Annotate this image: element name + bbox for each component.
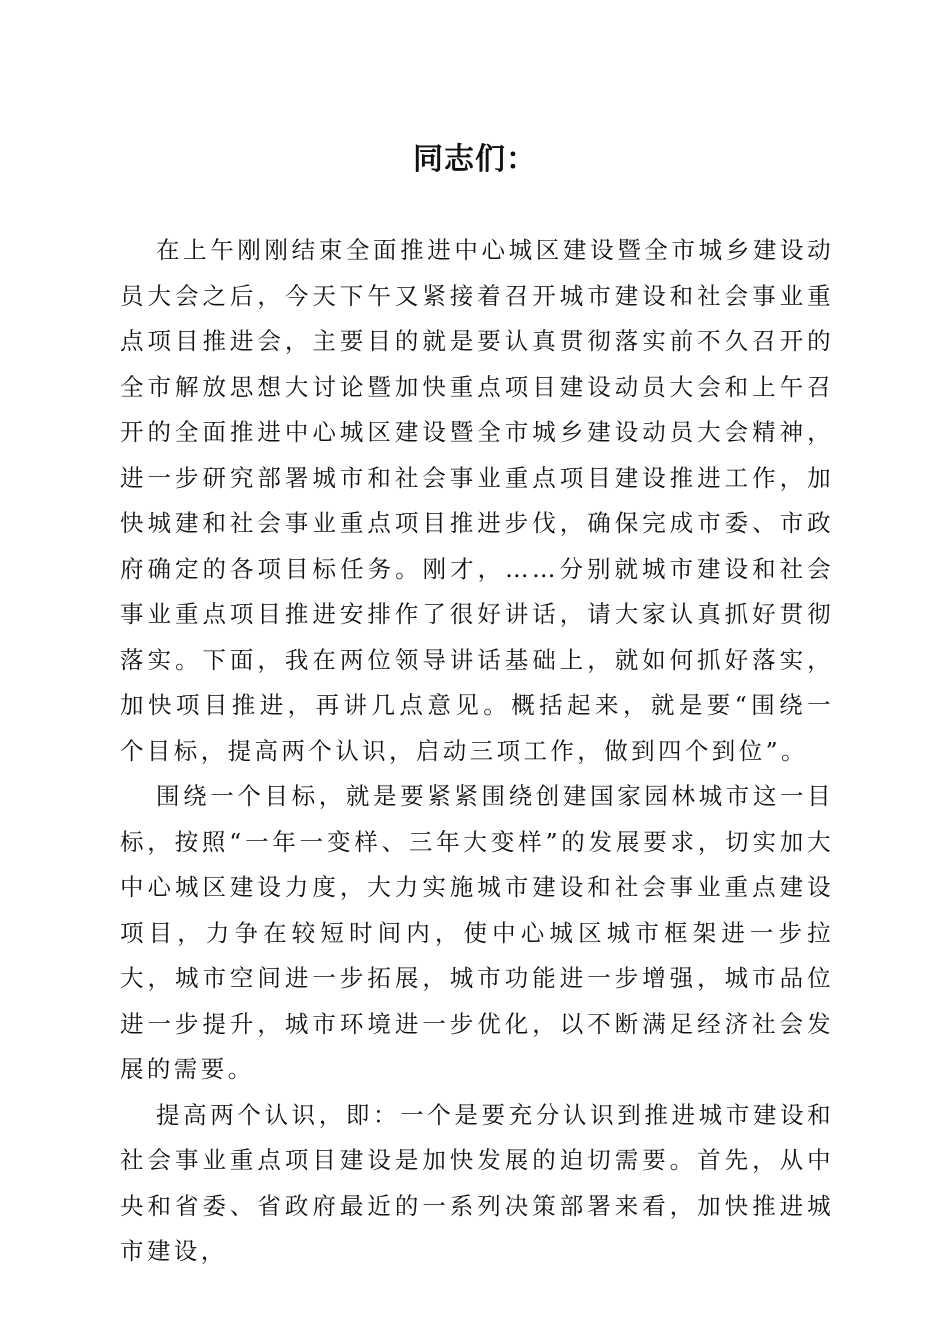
paragraph-3: 提高两个认识，即：一个是要充分认识到推进城市建设和社会事业重点项目建设是加快发展的迫切需要。首先，从中央和省委、省政府最近的一系列决策部署来看，加快推进城市建设，	[120, 1100, 834, 1265]
document-body	[120, 228, 834, 1275]
paragraph-1: 在上午刚刚结束全面推进中心城区建设暨全市城乡建设动员大会之后，今天下午又紧接着召开城市建设和社会事业重点项目推进会，主要目的就是要认真贯彻落实前不久召开的全市解放思想大讨论暨加快重点项目建设动员大会和上午召开的全面推进中心城区建设暨全市城乡建设动员大会精神，进一步研究部署城市和社会事业重点项目建设推进工作，加快城建和社会事业重点项目推进步伐，确保完成市委、市政府确定的各项目标任务。刚才，……分别就城市建设和社会事业重点项目推进安排作了很好讲话，请大家认真抓好贯彻落实。下面，我在两位领导讲话基础上，就如何抓好落实，加快项目推进，再讲几点意见。概括起来，就是要“围绕一个目标，提高两个认识，启动三项工作，做到四个到位”。	[120, 236, 834, 765]
paragraph-2: 围绕一个目标，就是要紧紧围绕创建国家园林城市这一目标，按照“一年一变样、三年大变样”的发展要求，切实加大中心城区建设力度，大力实施城市建设和社会事业重点建设项目，力争在较短时间内，使中心城区城市框架进一步拉大，城市空间进一步拓展，城市功能进一步增强，城市品位进一步提升，城市环境进一步优化，以不断满足经济社会发展的需要。	[120, 782, 834, 1083]
page-title: 同志们：	[413, 142, 537, 177]
